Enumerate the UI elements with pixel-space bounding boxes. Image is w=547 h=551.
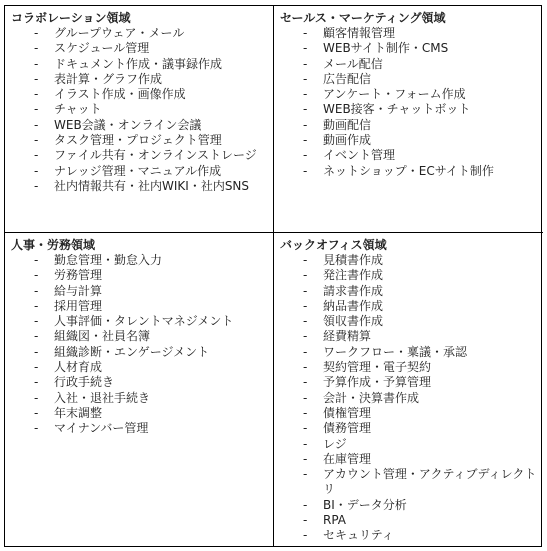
bullet-dash-icon: -: [303, 253, 308, 267]
bullet-dash-icon: -: [34, 41, 39, 56]
bullet-dash-icon: -: [34, 329, 39, 344]
list-item: [280, 406, 537, 421]
list-item: [280, 345, 537, 360]
bullet-dash-icon: -: [303, 390, 308, 405]
item-list: [11, 253, 267, 437]
bullet-dash-icon: -: [303, 56, 308, 71]
list-item-label: チャット: [54, 102, 102, 117]
list-item: [11, 345, 267, 360]
list-item-label: 労務管理: [54, 268, 103, 283]
list-item: [280, 375, 537, 390]
bullet-dash-icon: -: [34, 178, 39, 193]
list-item: [280, 437, 537, 452]
list-item: [280, 57, 537, 72]
list-item-label: RPA: [323, 513, 347, 528]
bullet-dash-icon: -: [34, 26, 39, 40]
list-item-label: 動画配信: [323, 117, 372, 132]
list-item: [11, 391, 267, 406]
bullet-dash-icon: -: [34, 56, 39, 71]
section-hr-labor: [5, 233, 274, 546]
list-item: [11, 87, 267, 102]
bullet-dash-icon: -: [34, 283, 39, 298]
bullet-dash-icon: -: [303, 148, 308, 163]
bullet-dash-icon: -: [303, 528, 308, 543]
bullet-dash-icon: -: [303, 87, 308, 102]
list-item-label: 勤怠管理・勤怠入力: [54, 253, 163, 267]
bullet-dash-icon: -: [34, 360, 39, 375]
list-item: [11, 329, 267, 344]
bullet-dash-icon: -: [303, 268, 308, 283]
list-item: [280, 268, 537, 283]
list-item-label: 人材育成: [54, 360, 103, 375]
bullet-dash-icon: -: [303, 497, 308, 512]
list-item-label: 広告配信: [323, 71, 372, 86]
section-title: 人事・労務領域: [11, 238, 96, 252]
bullet-dash-icon: -: [303, 421, 308, 436]
bullet-dash-icon: -: [303, 451, 308, 466]
bullet-dash-icon: -: [34, 314, 39, 329]
bullet-dash-icon: -: [303, 298, 308, 313]
list-item-label: グループウェア・メール: [54, 26, 185, 40]
list-item-label: 顧客情報管理: [323, 26, 396, 40]
list-item: [280, 253, 537, 268]
list-item: [11, 118, 267, 133]
bullet-dash-icon: -: [34, 117, 39, 132]
list-item-label: 年末調整: [54, 405, 103, 420]
bullet-dash-icon: -: [303, 102, 308, 117]
list-item: [11, 41, 267, 56]
list-item: [280, 498, 537, 513]
section-title: セールス・マーケティング領域: [280, 11, 446, 25]
bullet-dash-icon: -: [34, 148, 39, 163]
list-item: [11, 57, 267, 72]
section-title: バックオフィス領域: [280, 238, 387, 252]
list-item-label: イラスト作成・画像作成: [54, 87, 186, 102]
section-back-office: [274, 233, 543, 546]
list-item-label: 入社・退社手続き: [54, 390, 151, 405]
list-item-label: 給与計算: [54, 283, 103, 298]
list-item: [280, 133, 537, 148]
list-item-label: 組織図・社員名簿: [54, 329, 151, 344]
list-item: [280, 421, 537, 436]
bullet-dash-icon: -: [303, 329, 308, 344]
domain-table: [4, 5, 542, 547]
bullet-dash-icon: -: [303, 133, 308, 148]
section-sales-marketing: [274, 6, 543, 233]
bullet-dash-icon: -: [34, 163, 39, 178]
list-item: [280, 148, 537, 163]
list-item-label: WEB会議・オンライン会議: [54, 117, 202, 132]
list-item: [280, 452, 537, 467]
list-item: [11, 164, 267, 179]
list-item: [11, 360, 267, 375]
list-item-label: 会計・決算書作成: [323, 390, 420, 405]
section-collaboration: [5, 6, 274, 233]
list-item-label: 組織診断・エンゲージメント: [54, 344, 210, 359]
list-item: [280, 72, 537, 87]
list-item: [280, 360, 537, 375]
item-list: [11, 26, 267, 194]
list-item: [11, 421, 267, 436]
list-item-label: 見積書作成: [323, 253, 384, 267]
list-item-label: 経費精算: [323, 329, 372, 344]
list-item: [11, 148, 267, 163]
list-item-label: セキュリティ: [323, 528, 394, 543]
list-item-label: アカウント管理・アクティブディレクトリ: [323, 467, 537, 497]
list-item-label: 発注書作成: [323, 268, 384, 283]
list-item: [11, 314, 267, 329]
list-item: [280, 299, 537, 314]
bullet-dash-icon: -: [303, 41, 308, 56]
list-item: [280, 284, 537, 299]
list-item: [280, 391, 537, 406]
bullet-dash-icon: -: [303, 513, 308, 528]
bullet-dash-icon: -: [303, 344, 308, 359]
bullet-dash-icon: -: [303, 360, 308, 375]
list-item-label: WEBサイト制作・CMS: [323, 41, 449, 56]
bullet-dash-icon: -: [34, 102, 39, 117]
list-item: [11, 406, 267, 421]
list-item-label: ナレッジ管理・マニュアル作成: [54, 163, 222, 178]
bullet-dash-icon: -: [303, 283, 308, 298]
list-item-label: 債務管理: [323, 421, 372, 436]
list-item: [280, 314, 537, 329]
list-item: [11, 26, 267, 41]
bullet-dash-icon: -: [303, 314, 308, 329]
list-item-label: アンケート・フォーム作成: [323, 87, 466, 102]
list-item-label: ファイル共有・オンラインストレージ: [54, 148, 257, 163]
list-item: [280, 102, 537, 117]
list-item-label: 予算作成・予算管理: [323, 375, 432, 390]
list-item-label: 領収書作成: [323, 314, 384, 329]
list-item-label: 納品書作成: [323, 298, 384, 313]
list-item-label: 社内情報共有・社内WIKI・社内SNS: [54, 178, 250, 193]
list-item: [11, 253, 267, 268]
section-title: コラボレーション領域: [11, 11, 131, 25]
bullet-dash-icon: -: [34, 375, 39, 390]
bullet-dash-icon: -: [34, 405, 39, 420]
bullet-dash-icon: -: [303, 405, 308, 420]
list-item-label: マイナンバー管理: [54, 421, 149, 436]
list-item: [11, 102, 267, 117]
list-item: [280, 528, 537, 543]
list-item-label: スケジュール管理: [54, 41, 150, 56]
list-item-label: メール配信: [323, 56, 383, 71]
list-item-label: ワークフロー・稟議・承認: [323, 344, 468, 359]
bullet-dash-icon: -: [303, 436, 308, 451]
list-item-label: 表計算・グラフ作成: [54, 71, 163, 86]
bullet-dash-icon: -: [303, 117, 308, 132]
list-item: [11, 299, 267, 314]
bullet-dash-icon: -: [34, 421, 39, 436]
list-item: [280, 467, 537, 498]
list-item-label: WEB接客・チャットボット: [323, 102, 471, 117]
bullet-dash-icon: -: [34, 298, 39, 313]
list-item-label: タスク管理・プロジェクト管理: [54, 133, 222, 148]
bullet-dash-icon: -: [34, 87, 39, 102]
bullet-dash-icon: -: [34, 253, 39, 267]
list-item-label: BI・データ分析: [323, 497, 407, 512]
list-item: [280, 118, 537, 133]
list-item: [280, 87, 537, 102]
bullet-dash-icon: -: [34, 133, 39, 148]
list-item: [280, 41, 537, 56]
list-item-label: 人事評価・タレントマネジメント: [54, 314, 234, 329]
list-item-label: 債権管理: [323, 405, 372, 420]
list-item: [11, 133, 267, 148]
list-item: [11, 375, 267, 390]
item-list: [280, 26, 537, 179]
list-item: [11, 72, 267, 87]
list-item-label: 契約管理・電子契約: [323, 360, 432, 375]
list-item-label: イベント管理: [323, 148, 396, 163]
list-item-label: 動画作成: [323, 133, 372, 148]
list-item: [280, 513, 537, 528]
item-list: [280, 253, 537, 544]
bullet-dash-icon: -: [303, 71, 308, 86]
list-item: [11, 268, 267, 283]
bullet-dash-icon: -: [34, 71, 39, 86]
list-item: [280, 164, 537, 179]
list-item-label: レジ: [323, 436, 347, 451]
list-item-label: 請求書作成: [323, 283, 384, 298]
bullet-dash-icon: -: [34, 268, 39, 283]
list-item-label: ネットショップ・ECサイト制作: [323, 163, 494, 178]
bullet-dash-icon: -: [34, 390, 39, 405]
list-item-label: 行政手続き: [54, 375, 115, 390]
list-item-label: 在庫管理: [323, 451, 372, 466]
list-item-label: 採用管理: [54, 298, 103, 313]
list-item: [280, 26, 537, 41]
bullet-dash-icon: -: [303, 26, 308, 40]
list-item-label: ドキュメント作成・議事録作成: [54, 56, 223, 71]
bullet-dash-icon: -: [303, 163, 308, 178]
bullet-dash-icon: -: [34, 344, 39, 359]
list-item: [280, 329, 537, 344]
bullet-dash-icon: -: [303, 467, 308, 482]
list-item: [11, 284, 267, 299]
bullet-dash-icon: -: [303, 375, 308, 390]
list-item: [11, 179, 267, 194]
